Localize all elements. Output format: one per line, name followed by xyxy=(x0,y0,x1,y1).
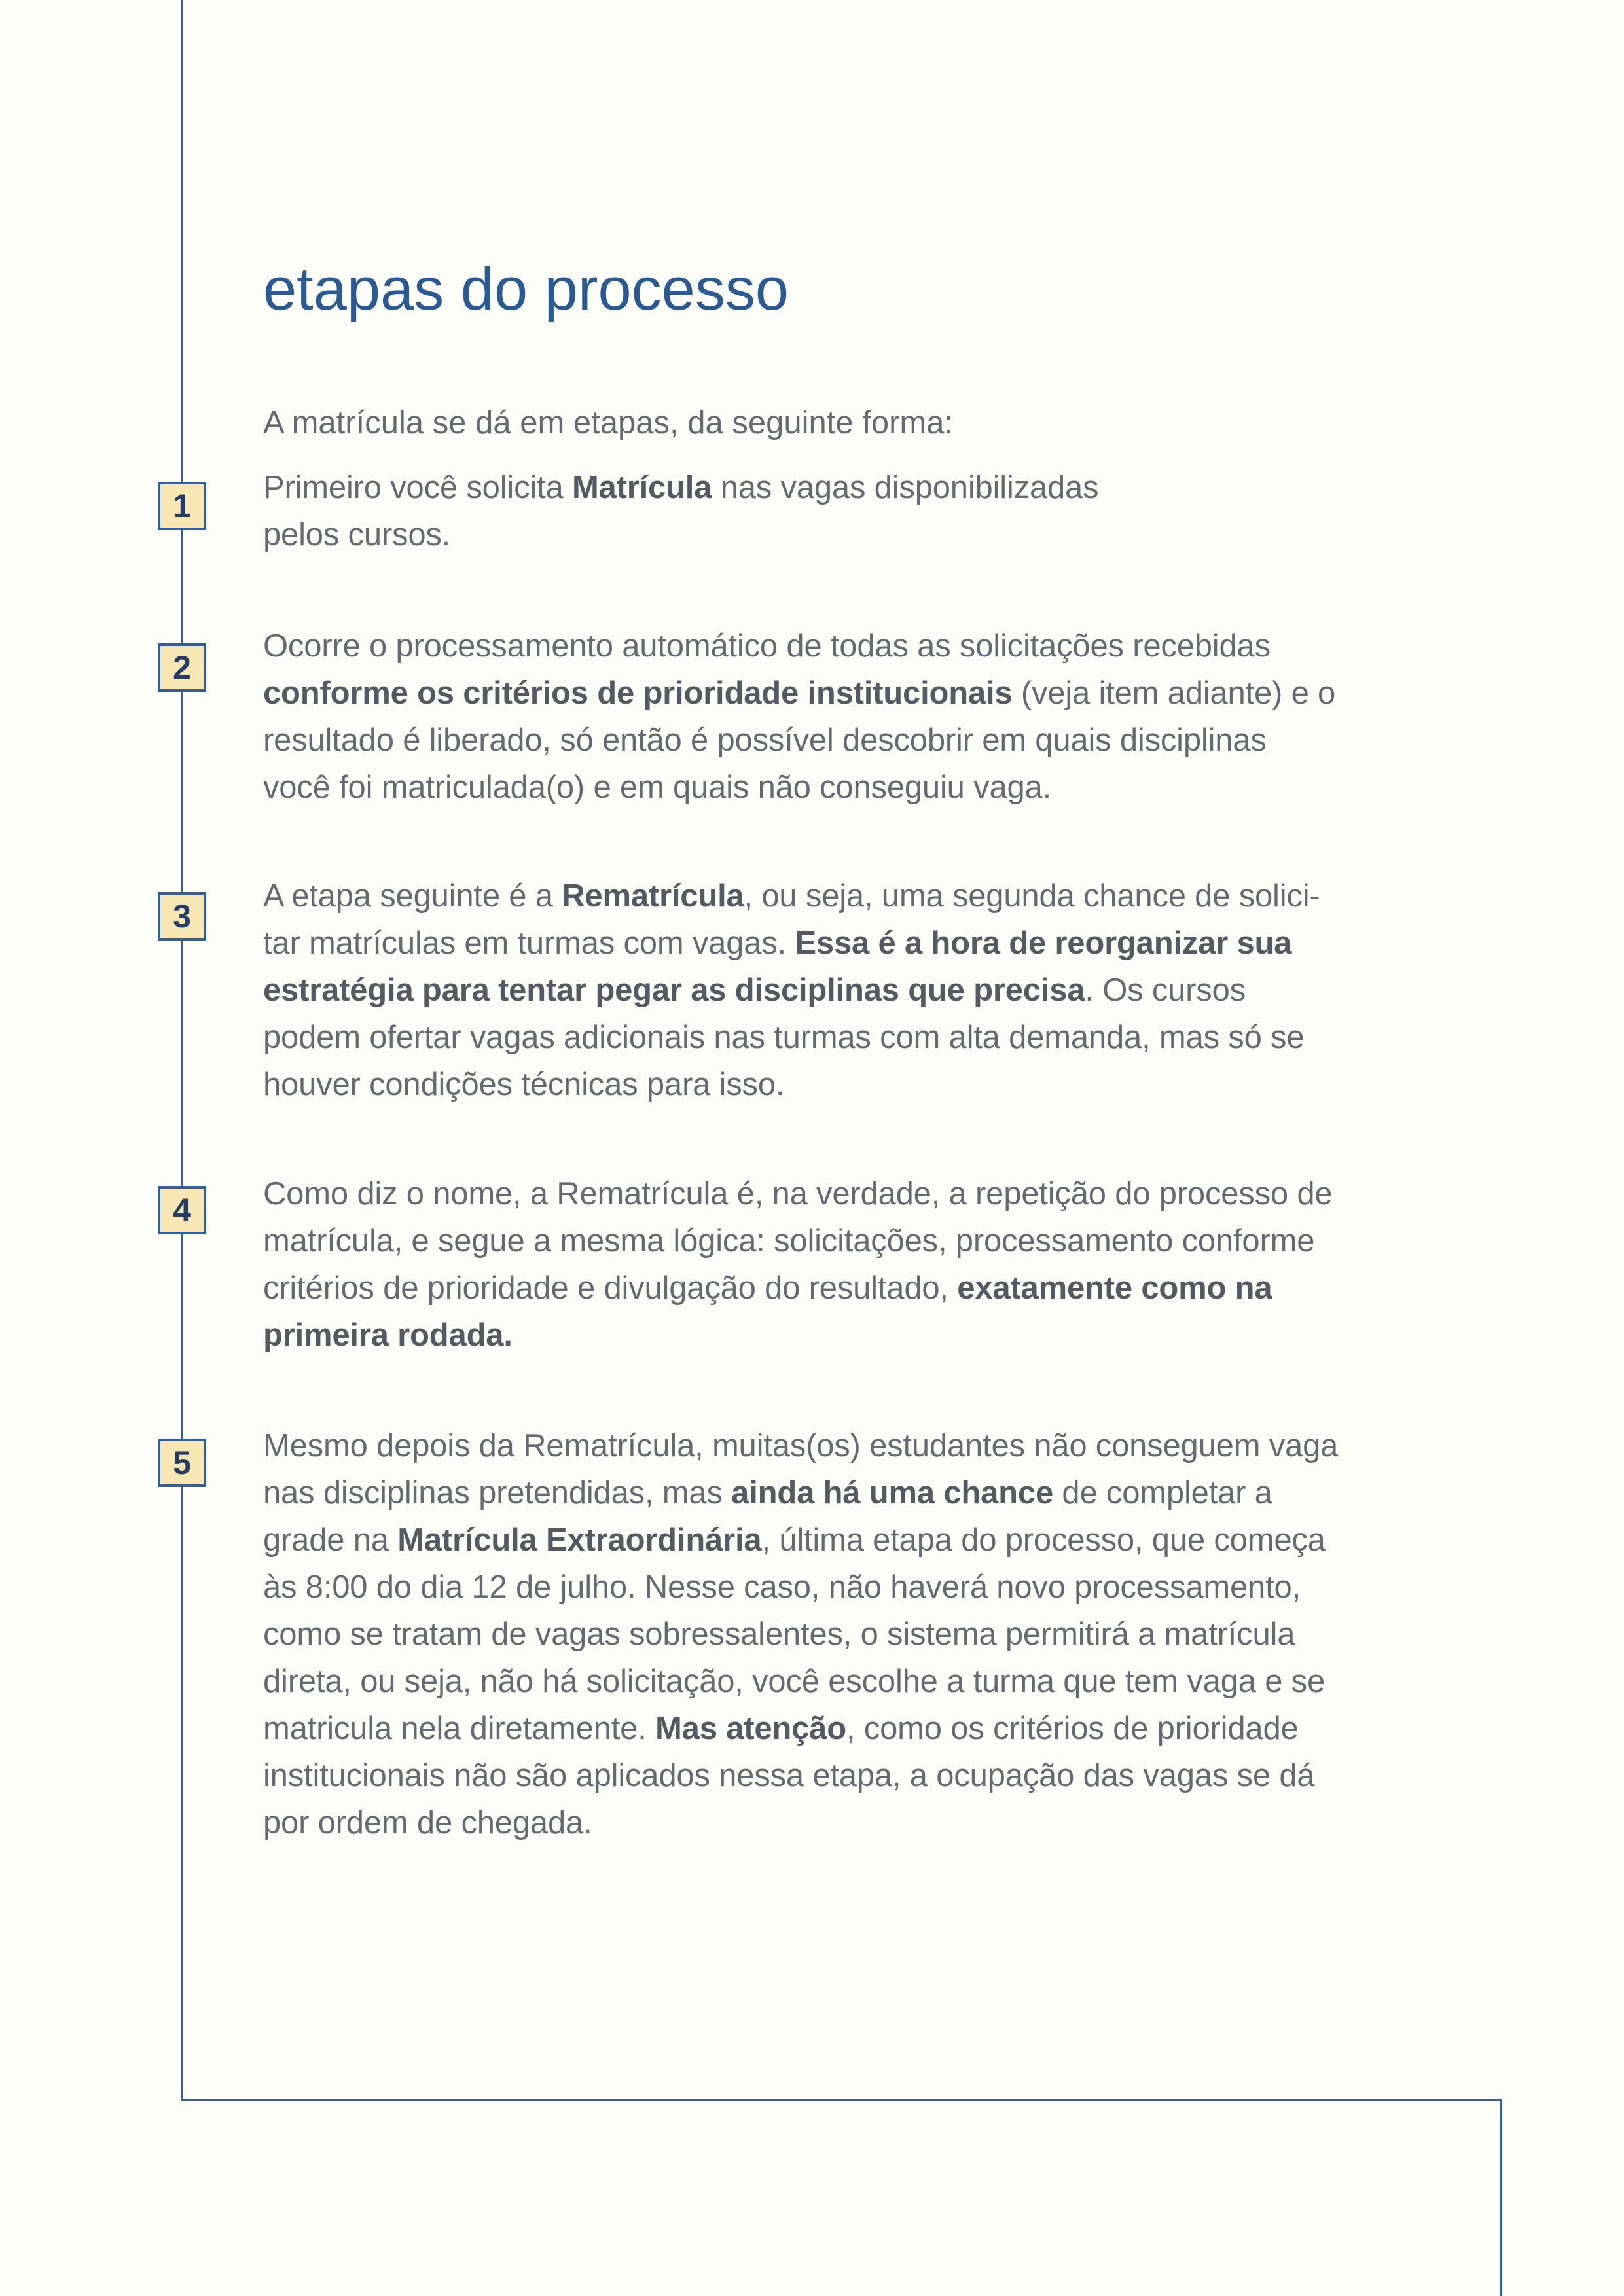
body-text: pelos cursos. xyxy=(263,517,451,552)
step-badge-4: 4 xyxy=(158,1186,206,1234)
body-text: por ordem de chegada. xyxy=(263,1805,592,1840)
intro-text: A matrícula se dá em etapas, da seguinte forma: xyxy=(263,405,954,440)
body-text: , como os critérios de prioridade xyxy=(846,1711,1299,1746)
emphasis-text: ainda há uma chance xyxy=(731,1475,1053,1511)
body-text: você foi matriculada(o) e em quais não conseguiu vaga. xyxy=(263,770,1052,805)
body-text: resultado é liberado, só então é possível descobrir em quais disciplinas xyxy=(263,723,1267,758)
step-text-4 xyxy=(263,1170,1402,1359)
step-badge-2: 2 xyxy=(158,643,206,692)
emphasis-text: Matrícula xyxy=(571,470,712,505)
body-text: nas vagas disponibilizadas xyxy=(712,470,1099,505)
body-text: grade na xyxy=(263,1522,398,1558)
frame-right-rule xyxy=(1500,2099,1502,2296)
emphasis-text: primeira rodada. xyxy=(263,1318,513,1353)
frame-left-rule xyxy=(181,0,183,2101)
body-text: de completar a xyxy=(1053,1475,1272,1511)
body-text: matricula nela diretamente. xyxy=(263,1711,656,1746)
emphasis-text: Rematrícula xyxy=(562,878,744,914)
body-text: Como diz o nome, a Rematrícula é, na verdade, a repetição do processo de xyxy=(263,1176,1333,1211)
body-text: podem ofertar vagas adicionais nas turmas com alta demanda, mas só se xyxy=(263,1020,1305,1055)
body-text: tar matrículas em turmas com vagas. xyxy=(263,925,795,961)
emphasis-text: Mas atenção xyxy=(655,1711,846,1746)
body-text: critérios de prioridade e divulgação do resultado, xyxy=(263,1270,958,1306)
emphasis-text: exatamente como na xyxy=(957,1270,1272,1306)
body-text: direta, ou seja, não há solicitação, você escolhe a turma que tem vaga e se xyxy=(263,1664,1326,1699)
body-text: A etapa seguinte é a xyxy=(263,878,562,914)
body-text: como se tratam de vagas sobressalentes, o sistema permitirá a matrícula xyxy=(263,1617,1295,1652)
body-text: , ou seja, uma segunda chance de solici- xyxy=(744,878,1320,914)
body-text: Ocorre o processamento automático de todas as solicitações recebidas xyxy=(263,628,1271,664)
step-text-2 xyxy=(263,622,1402,811)
body-text: nas disciplinas pretendidas, mas xyxy=(263,1475,732,1511)
body-text: houver condições técnicas para isso. xyxy=(263,1067,785,1102)
step-badge-3: 3 xyxy=(158,892,206,941)
step-text-5 xyxy=(263,1422,1402,1846)
emphasis-text: estratégia para tentar pegar as disciplinas que precisa xyxy=(263,973,1085,1008)
emphasis-text: Essa é a hora de reorganizar sua xyxy=(795,925,1292,961)
body-text: às 8:00 do dia 12 de julho. Nesse caso, não haverá novo processamento, xyxy=(263,1570,1301,1605)
body-text: . Os cursos xyxy=(1085,973,1246,1008)
step-text-1 xyxy=(263,464,1402,558)
step-badge-1: 1 xyxy=(158,482,206,530)
step-text-3 xyxy=(263,872,1402,1108)
frame-bottom-rule xyxy=(181,2099,1502,2101)
body-text: Primeiro você solicita xyxy=(263,470,572,505)
body-text: , última etapa do processo, que começa xyxy=(761,1522,1326,1558)
step-badge-5: 5 xyxy=(158,1439,206,1487)
body-text: Mesmo depois da Rematrícula, muitas(os) estudantes não conseguem vaga xyxy=(263,1428,1339,1463)
emphasis-text: conforme os critérios de prioridade institucionais xyxy=(263,675,1013,711)
body-text: institucionais não são aplicados nessa etapa, a ocupação das vagas se dá xyxy=(263,1758,1315,1793)
body-text: (veja item adiante) e o xyxy=(1012,675,1336,711)
emphasis-text: Matrícula Extraordinária xyxy=(397,1522,762,1558)
page-title: etapas do processo xyxy=(263,256,789,323)
body-text: matrícula, e segue a mesma lógica: solicitações, processamento conforme xyxy=(263,1223,1315,1259)
